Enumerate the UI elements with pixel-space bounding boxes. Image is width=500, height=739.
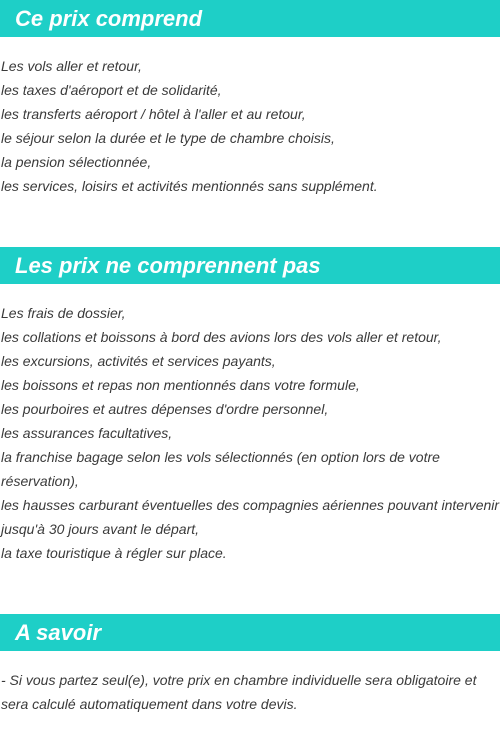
section-title: Les prix ne comprennent pas [15, 253, 321, 278]
list-item: la pension sélectionnée, [1, 154, 152, 170]
list-item: les collations et boissons à bord des avions lors des vols aller et retour, [1, 329, 442, 345]
section-header-included [0, 0, 500, 37]
info-paragraph: - Si vous partez seul(e), votre prix en chambre individuelle sera obligatoire et sera calculé automatiquement dans votre devis. [1, 672, 477, 712]
good-to-know-text [1, 668, 500, 716]
section-title: Ce prix comprend [15, 6, 203, 31]
list-item: les transferts aéroport / hôtel à l'aller et au retour, [1, 106, 306, 122]
list-item: Les frais de dossier, [1, 305, 126, 321]
list-item: les boissons et repas non mentionnés dans votre formule, [1, 377, 360, 393]
list-item: les services, loisirs et activités mentionnés sans supplément. [1, 178, 378, 194]
list-item: Les vols aller et retour, [1, 58, 142, 74]
list-item: les pourboires et autres dépenses d'ordre personnel, [1, 401, 329, 417]
list-item: les hausses carburant éventuelles des compagnies aériennes pouvant intervenir [1, 497, 500, 513]
list-item: les assurances facultatives, [1, 425, 173, 441]
list-item: le séjour selon la durée et le type de chambre choisis, [1, 130, 335, 146]
list-item: les excursions, activités et services payants, [1, 353, 276, 369]
section-title: A savoir [15, 620, 102, 645]
included-list [1, 54, 500, 198]
list-item: jusqu'à 30 jours avant le départ, [1, 521, 200, 537]
section-header-not-included [0, 247, 500, 284]
list-item: les taxes d'aéroport et de solidarité, [1, 82, 222, 98]
list-item: la taxe touristique à régler sur place. [1, 545, 227, 561]
list-item: la franchise bagage selon les vols sélectionnés (en option lors de votre réservation), [1, 449, 440, 489]
section-header-good-to-know [0, 614, 500, 651]
not-included-list [1, 301, 500, 565]
